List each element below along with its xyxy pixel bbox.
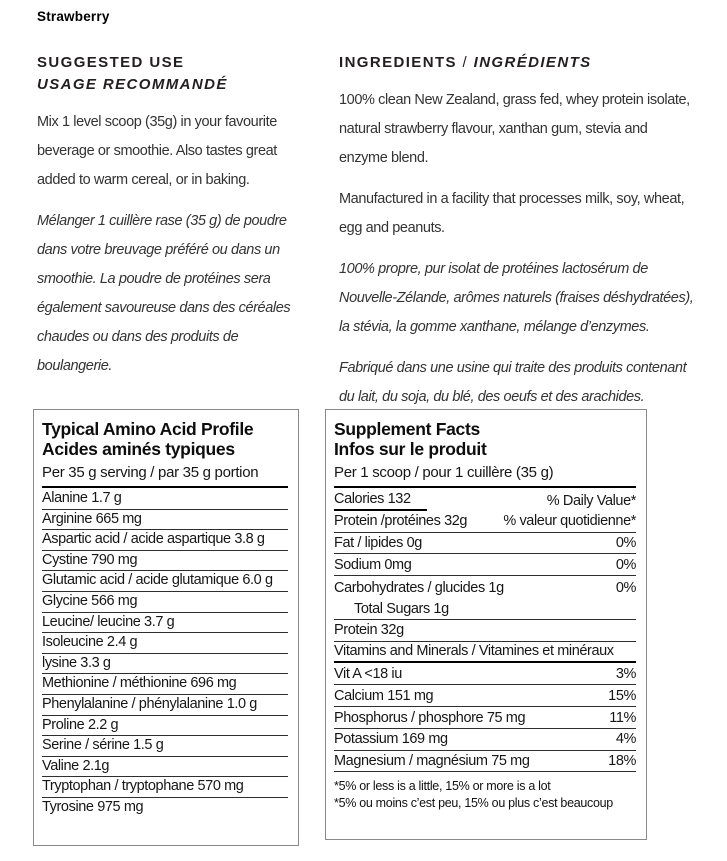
page-title: Strawberry — [37, 9, 110, 24]
ingredients-heading-separator: / — [456, 54, 474, 71]
top-text-columns — [37, 52, 699, 412]
table-row: Glycine 566 mg — [42, 592, 288, 613]
supplement-facts-serving-line: Per 1 scoop / pour 1 cuillère (35 g) — [334, 464, 554, 481]
table-row: Potassium 169 mg 4% — [334, 729, 636, 751]
nutrition-tables — [33, 409, 647, 846]
daily-value-header: % Daily Value* — [546, 492, 636, 509]
table-row: Methionine / méthionine 696 mg — [42, 674, 288, 695]
amino-table-title-fr: Acides aminés typiques — [42, 439, 235, 459]
supplement-facts-box — [325, 409, 647, 840]
amino-table-title-en: Typical Amino Acid Profile — [42, 419, 254, 439]
supplement-facts-title — [334, 419, 636, 459]
table-row: Tryptophan / tryptophane 570 mg — [42, 777, 288, 798]
calories-label: Calories 132 — [334, 489, 427, 511]
vitamins-minerals-header-row: Vitamins and Minerals / Vitamines et minéraux — [334, 642, 636, 664]
amino-table-title — [42, 419, 288, 459]
table-row: Glutamic acid / acide glutamique 6.0 g — [42, 571, 288, 592]
table-row: Valine 2.1g — [42, 757, 288, 778]
table-row: Isoleucine 2.4 g — [42, 633, 288, 654]
suggested-use-heading-en: SUGGESTED USE — [37, 54, 185, 71]
ingredients-paragraph-fr-2: Fabriqué dans une usine qui traite des produits contenant du lait, du soja, du blé, des oeufs et des arachides. — [339, 360, 687, 405]
suggested-use-heading-fr: USAGE RECOMMANDÉ — [37, 76, 228, 93]
table-row: Calcium 151 mg 15% — [334, 685, 636, 707]
table-row: Phenylalanine / phénylalanine 1.0 g — [42, 695, 288, 716]
ingredients-heading — [339, 52, 699, 74]
amino-table-header-rule — [42, 486, 288, 488]
ingredients-paragraph-fr-1: 100% propre, pur isolat de protéines lactosérum de Nouvelle-Zélande, arômes naturels (fraises déshydratées), la stévia, la gomme xanthane, mélange d’enzymes. — [339, 261, 694, 335]
table-row: lysine 3.3 g — [42, 654, 288, 675]
supplement-facts-rows — [334, 489, 636, 772]
table-row: Proline 2.2 g — [42, 716, 288, 737]
table-row: Alanine 1.7 g — [42, 489, 288, 510]
calories-row — [334, 489, 636, 511]
table-row: Tyrosine 975 mg — [42, 798, 144, 815]
table-row: Sodium 0mg 0% — [334, 554, 636, 576]
ingredients-heading-fr: INGRÉDIENTS — [473, 54, 592, 71]
amino-acid-profile-box — [33, 409, 299, 846]
supplement-facts-title-fr: Infos sur le produit — [334, 439, 487, 459]
table-row: Protein 32g — [334, 620, 636, 642]
suggested-use-paragraph-en: Mix 1 level scoop (35g) in your favourite beverage or smoothie. Also tastes great added to warm cereal, or in baking. — [37, 114, 277, 188]
table-row: Carbohydrates / glucides 1g 0% — [334, 579, 636, 596]
table-row: Aspartic acid / acide aspartique 3.8 g — [42, 530, 288, 551]
table-row: Phosphorus / phosphore 75 mg 11% — [334, 707, 636, 729]
amino-table-rows — [42, 489, 288, 819]
table-row: Leucine/ leucine 3.7 g — [42, 613, 288, 634]
daily-value-footnotes — [334, 778, 636, 811]
table-row: Fat / lipides 0g 0% — [334, 533, 636, 555]
suggested-use-heading — [37, 52, 309, 96]
ingredients-paragraph-en-2: Manufactured in a facility that processes milk, soy, wheat, egg and peanuts. — [339, 191, 685, 236]
table-row: Total Sugars 1g — [334, 598, 636, 620]
ingredients-heading-en: INGREDIENTS — [339, 54, 457, 71]
ingredients-section — [339, 52, 699, 412]
table-row: Protein /protéines 32g % valeur quotidienne* — [334, 511, 636, 533]
suggested-use-paragraph-fr: Mélanger 1 cuillère rase (35 g) de poudre dans votre breuvage préféré ou dans un smoothie. La poudre de protéines sera également savoureuse dans des céréales chaudes ou dans des produits de boulangerie. — [37, 213, 291, 374]
table-row: Vit A <18 iu 3% — [334, 663, 636, 685]
table-row: Arginine 665 mg — [42, 510, 288, 531]
table-row: Cystine 790 mg — [42, 551, 288, 572]
amino-table-serving-line: Per 35 g serving / par 35 g portion — [42, 464, 259, 481]
table-row: Magnesium / magnésium 75 mg 18% — [334, 751, 636, 773]
footnote-fr: *5% ou moins c’est peu, 15% ou plus c’est beaucoup — [334, 795, 613, 810]
supplement-facts-title-en: Supplement Facts — [334, 419, 480, 439]
footnote-en: *5% or less is a little, 15% or more is a lot — [334, 779, 551, 794]
table-row: Serine / sérine 1.5 g — [42, 736, 288, 757]
ingredients-paragraph-en-1: 100% clean New Zealand, grass fed, whey protein isolate, natural strawberry flavour, xanthan gum, stevia and enzyme blend. — [339, 92, 690, 166]
suggested-use-section — [37, 52, 309, 412]
